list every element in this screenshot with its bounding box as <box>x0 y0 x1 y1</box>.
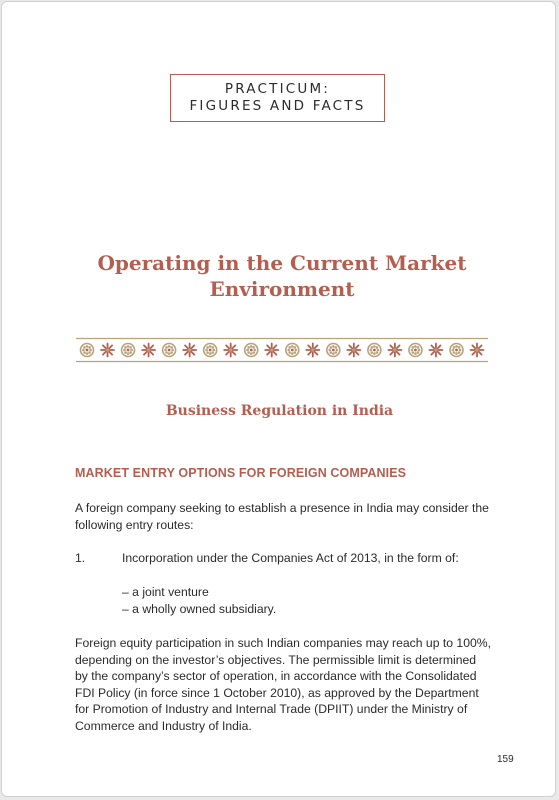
circle-flower-icon <box>163 344 176 357</box>
page-title-line1: Operating in the Current Market <box>97 251 467 275</box>
intro-line: A foreign company seeking to establish a presence in India may consider the <box>75 501 489 515</box>
circle-flower-icon <box>450 344 463 357</box>
closing-line: depending on the investor’s objectives. The permissible limit is determined <box>75 652 477 667</box>
circle-flower-icon <box>204 344 217 357</box>
subtitle: Business Regulation in India <box>165 403 394 419</box>
decorative-ornament-band <box>76 337 488 363</box>
circle-flower-icon <box>409 344 422 357</box>
circle-flower-icon <box>122 344 135 357</box>
list-subitem: – a joint venture <box>122 585 209 599</box>
closing-line: Foreign equity participation in such Indian companies may reach up to 100%, <box>75 636 491 650</box>
closing-paragraph <box>75 635 493 735</box>
circle-flower-icon <box>245 344 258 357</box>
star-flower-icon <box>265 344 278 357</box>
circle-flower-icon <box>368 344 381 357</box>
closing-line: FDI Policy (in force since 1 October 2010), as approved by the Department <box>75 685 479 700</box>
circle-flower-icon <box>81 344 94 357</box>
section-label-line1: PRACTICUM: <box>224 81 331 97</box>
star-flower-icon <box>471 344 484 357</box>
star-flower-icon <box>224 344 237 357</box>
section-heading: MARKET ENTRY OPTIONS FOR FOREIGN COMPANIES <box>75 466 407 480</box>
page-title <box>62 250 502 302</box>
section-label-line2: FIGURES AND FACTS <box>189 98 366 114</box>
list-subitem: – a wholly owned subsidiary. <box>122 602 277 616</box>
star-flower-icon <box>347 344 360 357</box>
star-flower-icon <box>142 344 155 357</box>
circle-flower-icon <box>327 344 340 357</box>
closing-line: for Promotion of Industry and Internal Trade (DPIIT) under the Ministry of <box>75 702 468 717</box>
circle-flower-icon <box>286 344 299 357</box>
star-flower-icon <box>388 344 401 357</box>
closing-line: by the company’s sector of operation, in accordance with the Consolidated <box>75 669 477 684</box>
intro-line: following entry routes: <box>75 517 194 532</box>
page-title-line2: Environment <box>209 277 355 301</box>
star-flower-icon <box>429 344 442 357</box>
list-item-number: 1. <box>75 551 86 565</box>
star-flower-icon <box>306 344 319 357</box>
document-page <box>1 1 556 797</box>
list-item-text: Incorporation under the Companies Act of 2013, in the form of: <box>122 551 459 565</box>
page-number: 159 <box>497 754 514 765</box>
star-flower-icon <box>101 344 114 357</box>
star-flower-icon <box>183 344 196 357</box>
closing-line: Commerce and Industry of India. <box>75 718 252 733</box>
intro-paragraph <box>75 500 493 533</box>
section-label-box <box>170 74 385 122</box>
